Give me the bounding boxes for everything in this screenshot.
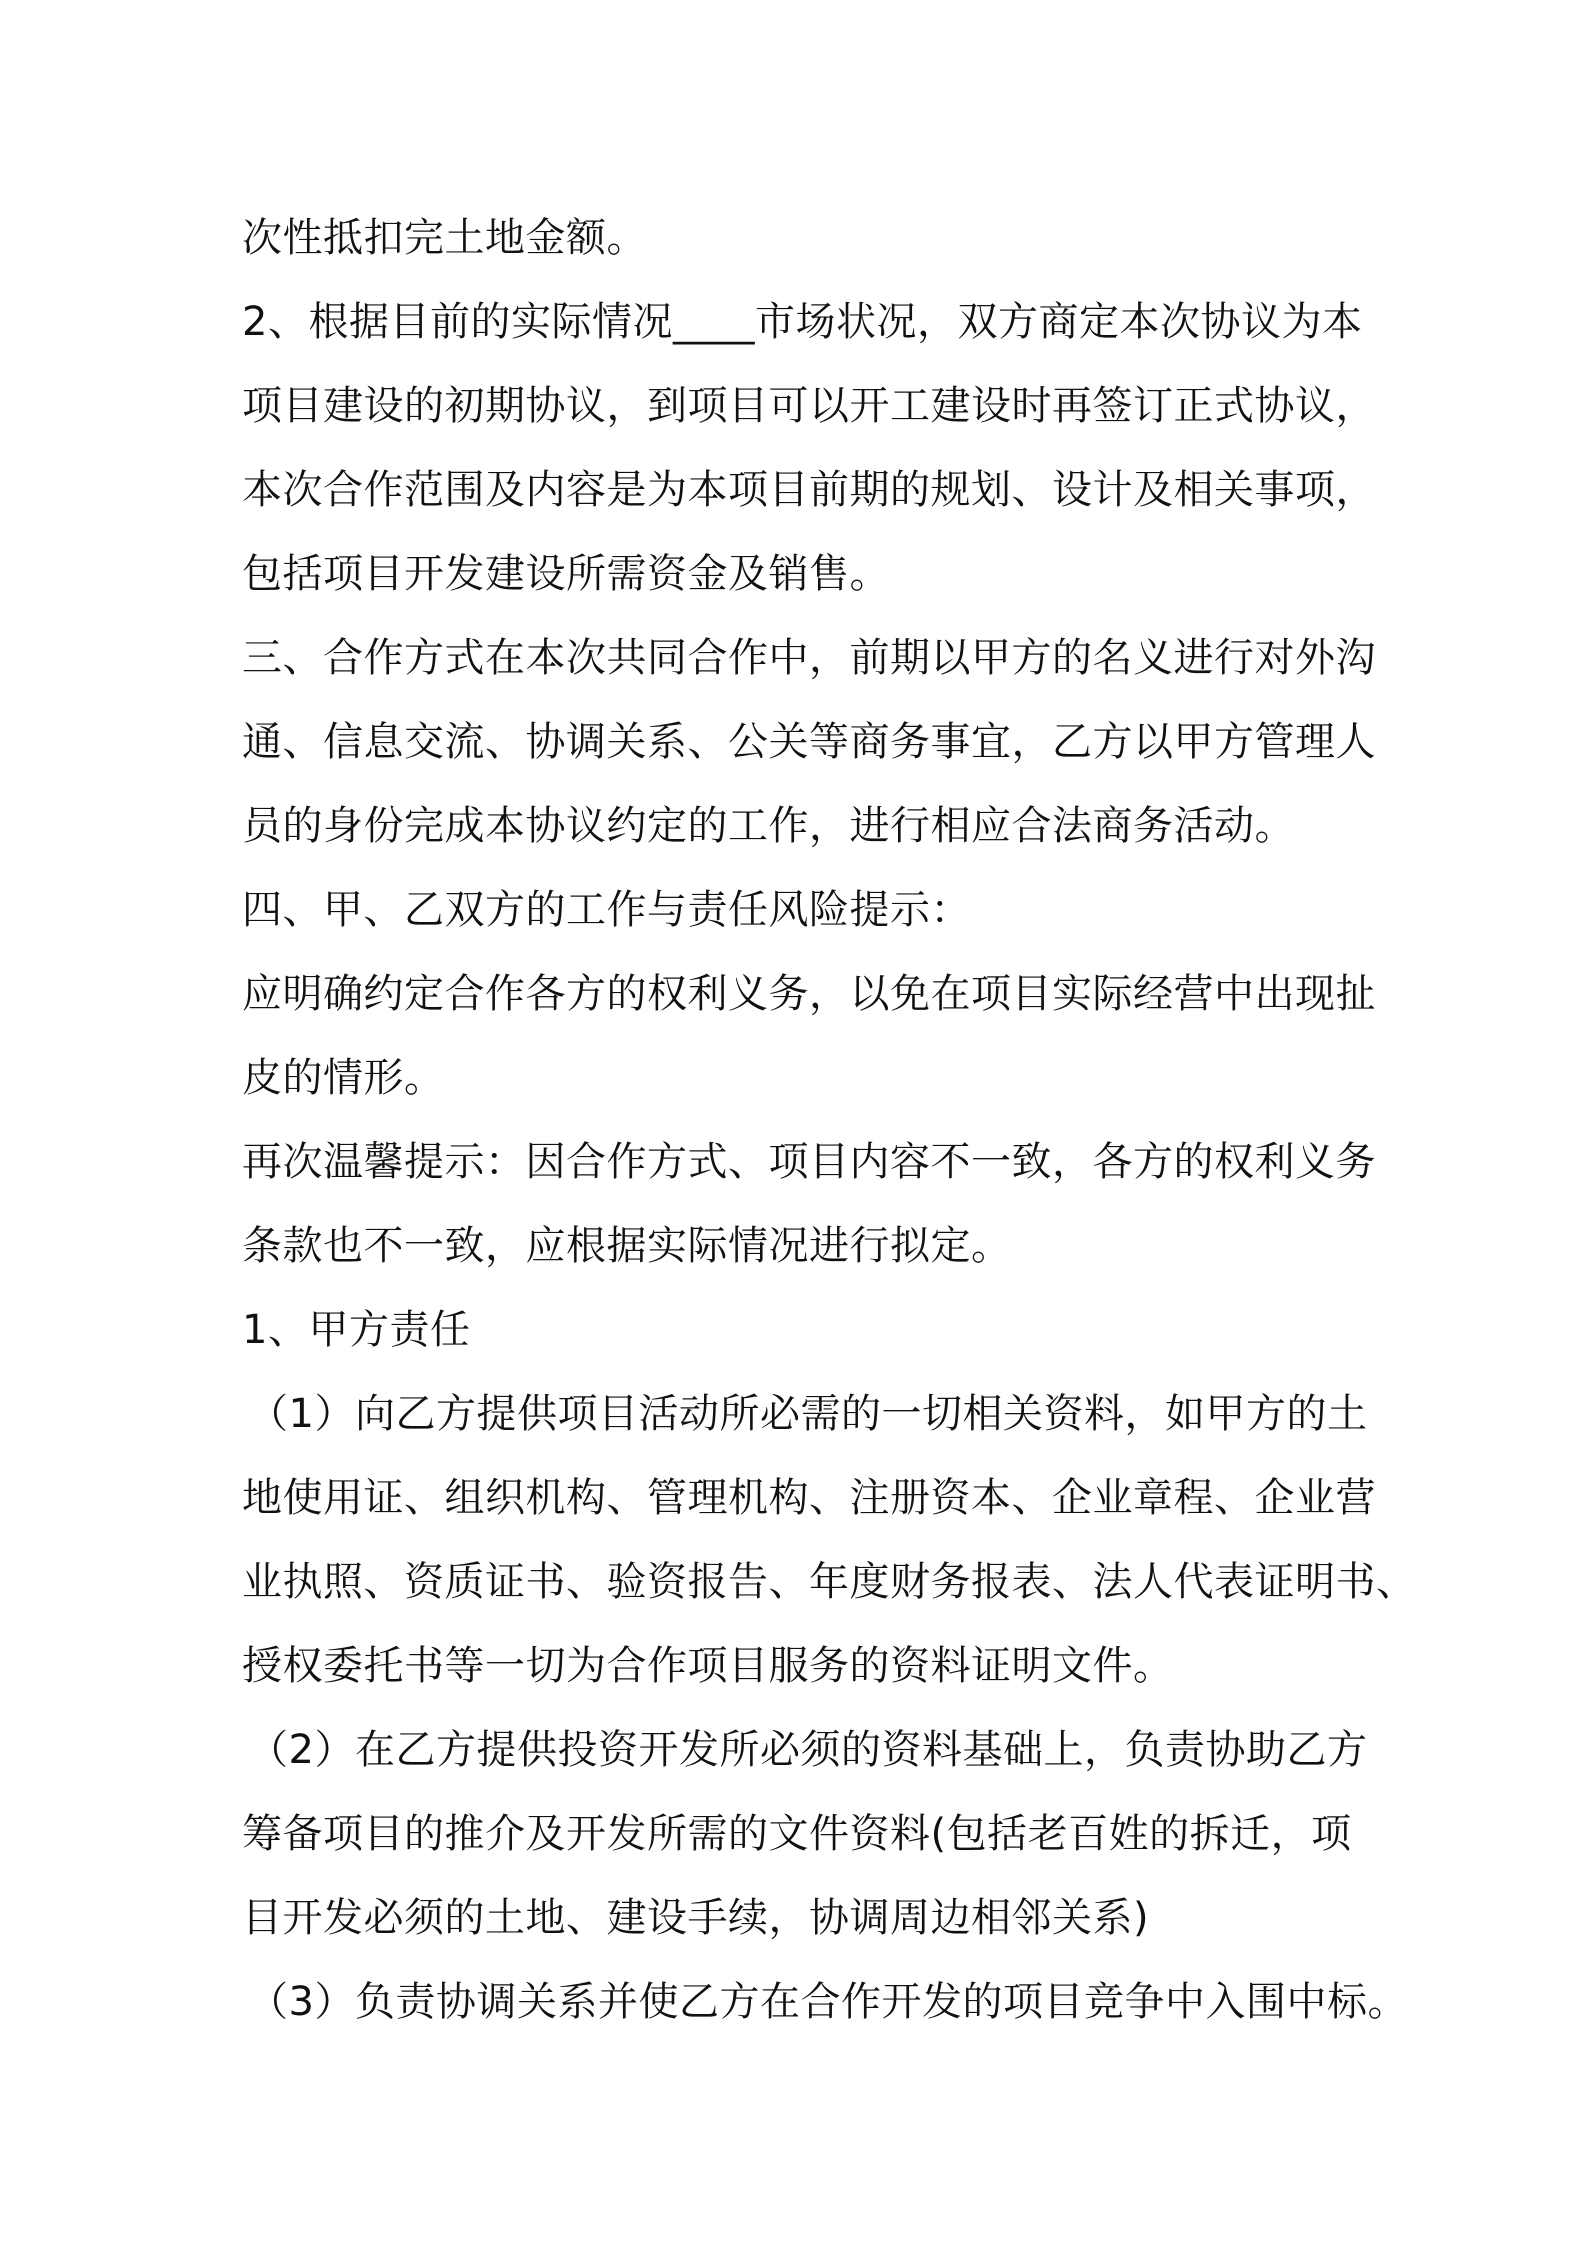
text-line: 业执照、资质证书、验资报告、年度财务报表、法人代表证明书、 — [242, 1559, 1417, 1605]
text-line: 筹备项目的推介及开发所需的文件资料(包括老百姓的拆迁，项 — [242, 1811, 1352, 1857]
text-line: 项目建设的初期协议，到项目可以开工建设时再签订正式协议， — [242, 383, 1376, 429]
text-line: 三、合作方式在本次共同合作中，前期以甲方的名义进行对外沟 — [242, 635, 1376, 681]
text-line: 次性抵扣完土地金额。 — [242, 215, 647, 261]
text-line: 授权委托书等一切为合作项目服务的资料证明文件。 — [242, 1643, 1174, 1689]
list-item: （2）在乙方提供投资开发所必须的资料基础上，负责协助乙方 — [248, 1727, 1368, 1773]
text-line: 目开发必须的土地、建设手续，协调周边相邻关系) — [242, 1895, 1150, 1941]
document-page — [242, 196, 1417, 2044]
text-line: 员的身份完成本协议约定的工作，进行相应合法商务活动。 — [242, 803, 1295, 849]
text-line: 条款也不一致，应根据实际情况进行拟定。 — [242, 1223, 1012, 1269]
text-line: 地使用证、组织机构、管理机构、注册资本、企业章程、企业营 — [242, 1475, 1376, 1521]
section-heading: 四、甲、乙双方的工作与责任风险提示： — [242, 887, 971, 933]
text-line: 2、根据目前的实际情况____市场状况，双方商定本次协议为本 — [242, 299, 1363, 345]
text-line: 包括项目开发建设所需资金及销售。 — [242, 551, 890, 597]
text-line: 皮的情形。 — [242, 1055, 445, 1101]
list-item: （1）向乙方提供项目活动所必需的一切相关资料，如甲方的土 — [248, 1391, 1368, 1437]
text-line: 本次合作范围及内容是为本项目前期的规划、设计及相关事项， — [242, 467, 1376, 513]
text-line: 通、信息交流、协调关系、公关等商务事宜，乙方以甲方管理人 — [242, 719, 1376, 765]
text-line: 应明确约定合作各方的权利义务，以免在项目实际经营中出现扯 — [242, 971, 1376, 1017]
list-item: （3）负责协调关系并使乙方在合作开发的项目竞争中入围中标。 — [248, 1979, 1408, 2025]
text-line: 再次温馨提示：因合作方式、项目内容不一致，各方的权利义务 — [242, 1139, 1376, 1185]
section-heading: 1、甲方责任 — [242, 1307, 471, 1353]
